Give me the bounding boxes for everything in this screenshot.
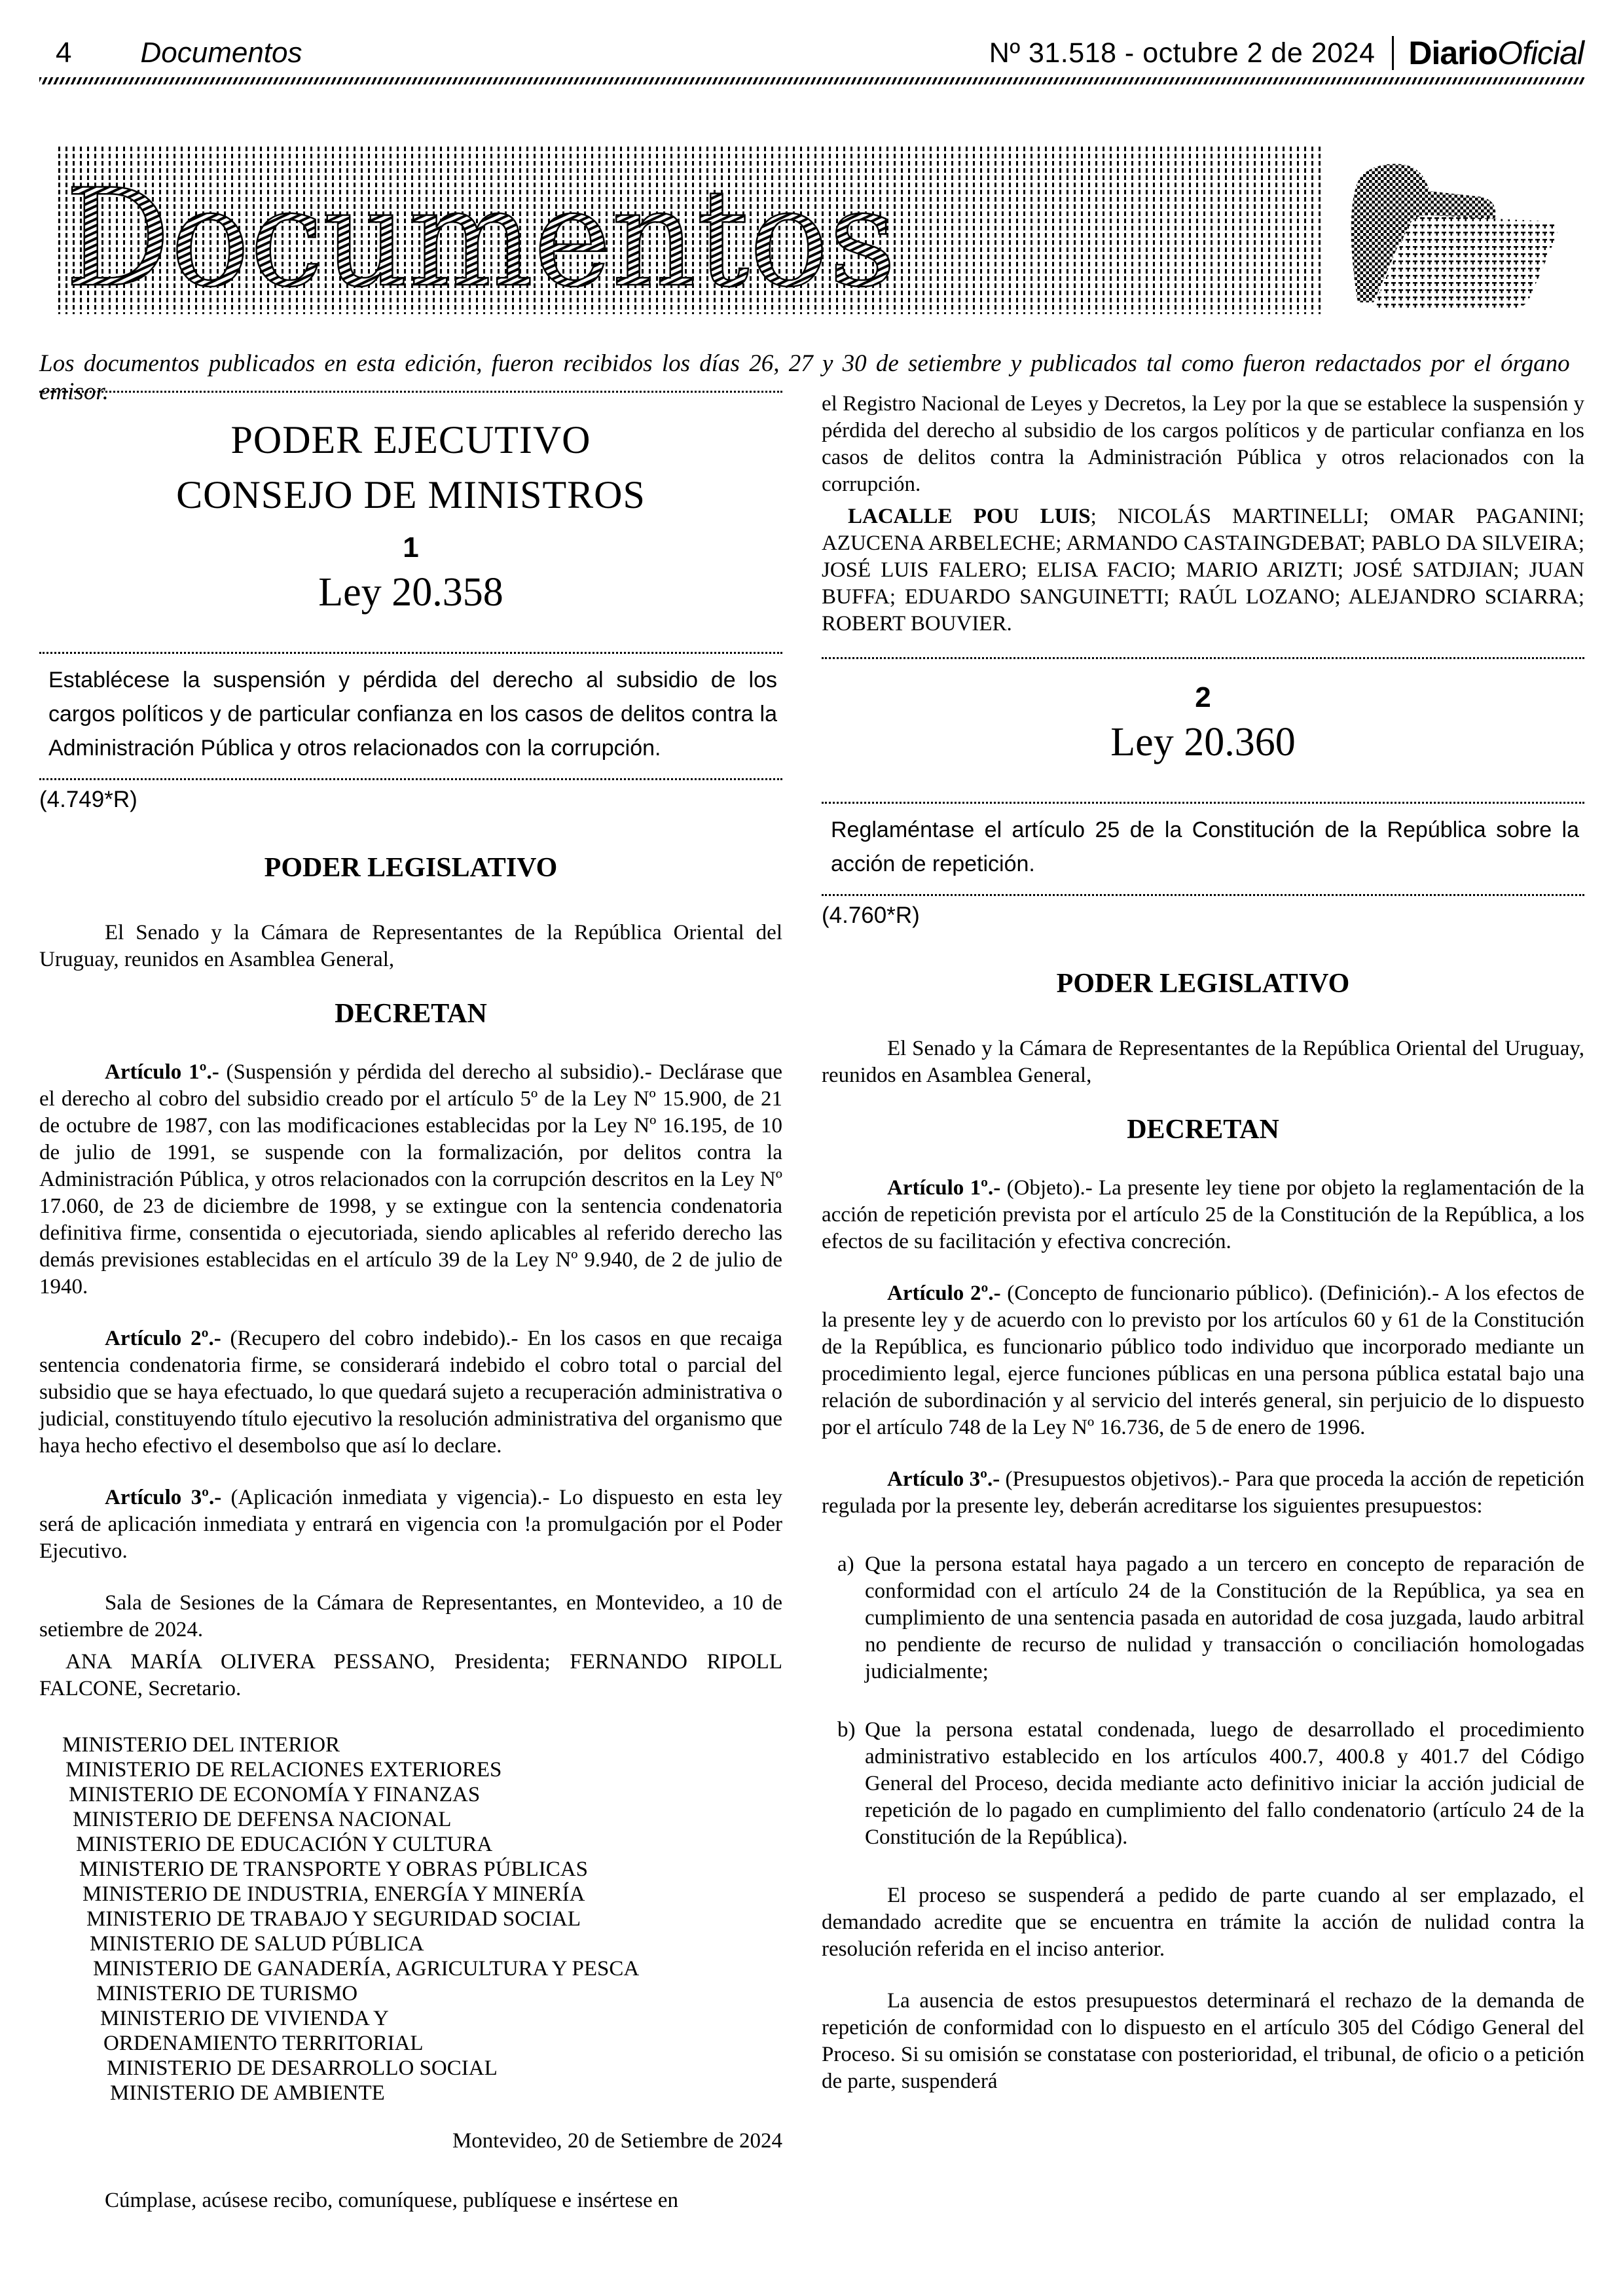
ministry-line: MINISTERIO DE RELACIONES EXTERIORES bbox=[65, 1758, 502, 1782]
hatched-rule bbox=[39, 77, 1584, 84]
brand-logo bbox=[1408, 34, 1584, 72]
doc1-article-3-text: (Aplicación inmediata y vigencia).- Lo dispuesto en esta ley será de aplicación inmediata y entrará en vigencia con !a promulgación por el Poder Ejecutivo. bbox=[39, 1486, 783, 1563]
doc2-article-1-text: (Objeto).- La presente ley tiene por objeto la reglamentación de la acción de repetición prevista por el artículo 25 de la Constitución de la República, a los efectos de su facilitación y efectiva concreción. bbox=[822, 1176, 1585, 1253]
ministry-line: MINISTERIO DE INDUSTRIA, ENERGÍA Y MINERÍA bbox=[82, 1882, 585, 1906]
doc1-decree-heading: DECRETAN bbox=[335, 999, 487, 1029]
page-number: 4 bbox=[56, 36, 72, 69]
doc2-summary-box: Reglaméntase el artículo 25 de la Constitución de la República sobre la acción de repetición. bbox=[822, 802, 1584, 896]
column-left bbox=[39, 391, 782, 2214]
doc2-item-b-text: Que la persona estatal condenada, luego de desarrollado el procedimiento administrativo establecido en los artículos 400.7, 400.8 y 401.7 del Código General del Proceso, decida mediante acto definitivo iniciar la acción judicial de repetición de lo pagado en cumplimiento del fallo condenatorio (artículo 24 de la Constitución de la República). bbox=[865, 1718, 1584, 1849]
ministry-line: MINISTERIO DEL INTERIOR bbox=[62, 1733, 340, 1757]
doc1-article-2-text: (Recupero del cobro indebido).- En los casos en que recaiga sentencia condenatoria firme, se considerará indebido el cobro total o parcial del subsidio que se haya efectuado, lo que quedará sujeto a recuperación administrativa o judicial, constituyendo título ejecutivo la resolución administrativa del organismo que haya hecho efectivo el desembolso que así lo declare. bbox=[39, 1327, 783, 1458]
doc1-signatories-note: ANA MARÍA OLIVERA PESSANO, Presidenta; FERNANDO RIPOLL FALCONE, Secretario. bbox=[39, 1650, 782, 1700]
masthead-divider bbox=[1392, 36, 1394, 70]
doc2-item-b-marker: b) bbox=[837, 1718, 856, 1742]
doc2-item-b bbox=[822, 1717, 1584, 1851]
doc1-session-note: Sala de Sesiones de la Cámara de Representantes, en Montevideo, a 10 de setiembre de 2024. bbox=[39, 1591, 782, 1641]
doc1-preamble: El Senado y la Cámara de Representantes de la República Oriental del Uruguay, reunidos en Asamblea General, bbox=[39, 921, 782, 971]
power-heading: PODER EJECUTIVO bbox=[230, 418, 591, 461]
ministry-line: MINISTERIO DE TURISMO bbox=[96, 1982, 358, 2005]
folder-graphic bbox=[1340, 151, 1558, 310]
ministry-line: MINISTERIO DE TRABAJO Y SEGURIDAD SOCIAL bbox=[86, 1907, 581, 1931]
doc1-signers-lead: LACALLE POU LUIS bbox=[848, 505, 1091, 528]
section-banner bbox=[56, 145, 1322, 314]
doc1-signers bbox=[822, 503, 1584, 637]
doc2-item-a-marker: a) bbox=[837, 1552, 854, 1576]
doc1-article-2-label: Artículo 2º.- bbox=[105, 1327, 221, 1350]
doc2-article-2-text: (Concepto de funcionario público). (Definición).- A los efectos de la presente ley y de acuerdo con lo previsto por los artículos 60 y 61 de la Constitución de la República, es funcionario público todo individuo que incorporado mediante un procedimiento legal, ejerce funciones públicas en una persona pública estatal bajo una relación de subordinación y al servicio del interés general, sin perjuicio de lo dispuesto por el artículo 748 de la Ley Nº 16.736, de 5 de enero de 1996. bbox=[822, 1282, 1584, 1439]
doc1-legislative-heading: PODER LEGISLATIVO bbox=[264, 853, 558, 883]
doc1-signers-rest: ; NICOLÁS MARTINELLI; OMAR PAGANINI; AZUCENA ARBELECHE; ARMANDO CASTAINGDEBAT; PABLO DA SILVEIRA; JOSÉ LUIS FALERO; ELISA FACIO; MARIO ARIZTI; JOSÉ SATDJIAN; JUAN BUFFA; EDUARDO SANGUINETTI; RAÚL LOZANO; ALEJANDRO SCIARRA; ROBERT BOUVIER. bbox=[822, 505, 1584, 636]
ministry-line: MINISTERIO DE TRANSPORTE Y OBRAS PÚBLICAS bbox=[79, 1857, 588, 1881]
doc2-article-3-label: Artículo 3º.- bbox=[887, 1467, 1000, 1491]
doc2-legislative-heading: PODER LEGISLATIVO bbox=[1056, 969, 1350, 999]
doc2-decree-heading: DECRETAN bbox=[1127, 1115, 1279, 1145]
ministry-line: MINISTERIO DE VIVIENDA Y bbox=[100, 2007, 389, 2030]
doc2-reference-code: (4.760*R) bbox=[822, 903, 920, 928]
council-heading: CONSEJO DE MINISTROS bbox=[176, 473, 646, 516]
doc2-closing-2: La ausencia de estos presupuestos determinará el rechazo de la demanda de repetición de conformidad con lo dispuesto en el artículo 305 del Código General del Proceso. Si su omisión se constatase con posterioridad, el tribunal, de oficio o a petición de parte, suspenderá bbox=[822, 1989, 1584, 2093]
doc2-article-3 bbox=[822, 1466, 1584, 1520]
column-right bbox=[822, 391, 1584, 2214]
ministry-line: ORDENAMIENTO TERRITORIAL bbox=[103, 2032, 424, 2055]
masthead-right bbox=[989, 34, 1584, 72]
doc2-article-3-text: (Presupuestos objetivos).- Para que proceda la acción de repetición regulada por la presente ley, deberán acreditarse los siguientes presupuestos: bbox=[822, 1467, 1585, 1518]
doc2-closing-1: El proceso se suspenderá a pedido de parte cuando al ser emplazado, el demandado acredite que se encuentra en trámite la acción de nulidad contra la resolución referida en el inciso anterior. bbox=[822, 1884, 1584, 1961]
doc2-item-a-text: Que la persona estatal haya pagado a un tercero en concepto de reparación de conformidad con el artículo 24 de la Constitución de la República, ya sea en cumplimiento de una sentencia pasada en autoridad de cosa juzgada, laudo arbitral no pendiente de recurso de nulidad y transacción o conciliación homologadas judicialmente; bbox=[865, 1552, 1584, 1683]
doc2-law-title: Ley 20.360 bbox=[1110, 720, 1296, 764]
doc1-article-1-label: Artículo 1º.- bbox=[105, 1060, 219, 1084]
doc1-article-3 bbox=[39, 1484, 782, 1565]
doc1-summary-box: Establécese la suspensión y pérdida del derecho al subsidio de los cargos políticos y de particular confianza en los casos de delitos contra la Administración Pública y otros relacionados con la corrupción. bbox=[39, 652, 782, 780]
doc1-compliance-start: Cúmplase, acúsese recibo, comuníquese, publíquese e insértese en bbox=[105, 2189, 679, 2212]
ministry-line: MINISTERIO DE ECONOMÍA Y FINANZAS bbox=[69, 1783, 481, 1806]
doc2-article-2-label: Artículo 2º.- bbox=[887, 1282, 1001, 1305]
section-label: Documentos bbox=[140, 36, 302, 69]
banner-title: Documentos bbox=[65, 161, 896, 314]
doc1-reference-code: (4.749*R) bbox=[39, 787, 137, 812]
doc1-order-number: 1 bbox=[403, 531, 419, 564]
open-folder-icon bbox=[1340, 151, 1558, 310]
content-columns bbox=[39, 391, 1584, 2214]
doc1-law-title: Ley 20.358 bbox=[318, 570, 503, 615]
doc2-article-1 bbox=[822, 1175, 1584, 1255]
doc2-article-2 bbox=[822, 1280, 1584, 1441]
doc2-preamble: El Senado y la Cámara de Representantes de la República Oriental del Uruguay, reunidos en Asamblea General, bbox=[822, 1037, 1584, 1087]
doc2-order-number: 2 bbox=[1195, 681, 1211, 713]
doc1-article-1-text: (Suspensión y pérdida del derecho al subsidio).- Declárase que el derecho al cobro del subsidio creado por el artículo 5º de la Ley Nº 15.900, de 21 de octubre de 1987, con las modificaciones establecidas por la Ley Nº 16.195, de 10 de julio de 1991, se suspende con la formalización, por delitos contra la Administración Pública, y otros relacionados con la corrupción descritos en la Ley Nº 17.060, de 23 de diciembre de 1998, y se extingue con la sentencia condenatoria definitiva firme, consentida o ejecutoriada, siendo aplicables al referido derecho las demás previsiones establecidas en el artículo 39 de la Ley Nº 9.940, de 2 de julio de 1940. bbox=[39, 1060, 782, 1299]
ministry-line: MINISTERIO DE GANADERÍA, AGRICULTURA Y PESCA bbox=[93, 1957, 640, 1981]
masthead bbox=[56, 34, 1584, 72]
ministry-line: MINISTERIO DE DESARROLLO SOCIAL bbox=[107, 2056, 498, 2080]
banner-graphic bbox=[56, 145, 1322, 314]
doc2-article-1-label: Artículo 1º.- bbox=[887, 1176, 1001, 1200]
ministries-list bbox=[39, 1732, 782, 2106]
ministry-line: MINISTERIO DE AMBIENTE bbox=[110, 2081, 385, 2105]
masthead-left bbox=[56, 37, 302, 69]
doc1-article-3-label: Artículo 3º.- bbox=[105, 1486, 222, 1509]
issue-number: Nº 31.518 - octubre 2 de 2024 bbox=[989, 37, 1376, 69]
section-divider-rule bbox=[822, 657, 1584, 659]
ministry-line: MINISTERIO DE SALUD PÚBLICA bbox=[90, 1932, 424, 1956]
doc1-article-2 bbox=[39, 1325, 782, 1460]
section-top-rule bbox=[39, 391, 782, 393]
ministry-line: MINISTERIO DE EDUCACIÓN Y CULTURA bbox=[76, 1833, 493, 1856]
doc1-article-1 bbox=[39, 1059, 782, 1300]
brand-bold: Diario bbox=[1408, 35, 1498, 71]
ministry-line: MINISTERIO DE DEFENSA NACIONAL bbox=[73, 1808, 452, 1831]
brand-italic: Oficial bbox=[1497, 35, 1584, 71]
doc1-place-date: Montevideo, 20 de Setiembre de 2024 bbox=[452, 2129, 782, 2153]
doc1-compliance-continued: el Registro Nacional de Leyes y Decretos, la Ley por la que se establece la suspensión y pérdida del derecho al subsidio de los cargos políticos y de particular confianza en los casos de delitos contra la Administración Pública y otros relacionados con la corrupción. bbox=[822, 392, 1584, 496]
intro-note: Los documentos publicados en esta edición, fueron recibidos los días 26, 27 y 30 de setiembre y publicados tal como fueron redactados por el órgano emisor. bbox=[39, 350, 1570, 405]
doc2-item-a bbox=[822, 1551, 1584, 1685]
